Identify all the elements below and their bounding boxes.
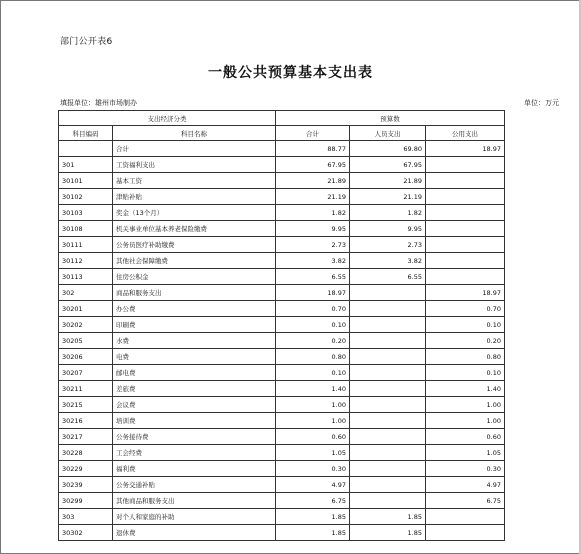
row-staff: 69.80 xyxy=(350,141,426,157)
row-code: 30215 xyxy=(59,397,113,413)
row-public: 18.97 xyxy=(426,141,505,157)
row-name: 其他商品和服务支出 xyxy=(113,493,276,509)
row-total: 88.77 xyxy=(276,141,350,157)
row-staff: 21.19 xyxy=(350,189,426,205)
row-total: 0.70 xyxy=(276,301,350,317)
table-row xyxy=(59,413,505,429)
row-total: 0.10 xyxy=(276,365,350,381)
header-public: 公用支出 xyxy=(426,126,505,141)
row-total: 2.73 xyxy=(276,237,350,253)
row-code: 30228 xyxy=(59,445,113,461)
row-code: 30101 xyxy=(59,173,113,189)
row-public: 1.40 xyxy=(426,381,505,397)
row-code: 30113 xyxy=(59,269,113,285)
row-name: 公务接待费 xyxy=(113,429,276,445)
table-row xyxy=(59,253,505,269)
table-row xyxy=(59,285,505,301)
row-total: 6.75 xyxy=(276,493,350,509)
row-name: 其他社会保障缴费 xyxy=(113,253,276,269)
table-row xyxy=(59,445,505,461)
row-public xyxy=(426,253,505,269)
row-public: 6.75 xyxy=(426,493,505,509)
row-public xyxy=(426,221,505,237)
table-row xyxy=(59,141,505,157)
row-code: 301 xyxy=(59,157,113,173)
row-staff xyxy=(350,397,426,413)
row-public xyxy=(426,525,505,541)
table-row xyxy=(59,461,505,477)
row-name: 机关事业单位基本养老保险缴费 xyxy=(113,221,276,237)
table-row xyxy=(59,317,505,333)
table-row xyxy=(59,205,505,221)
row-total: 0.30 xyxy=(276,461,350,477)
table-row xyxy=(59,301,505,317)
row-name: 公务交通补贴 xyxy=(113,477,276,493)
currency-unit: 单位：万元 xyxy=(524,99,559,107)
row-total: 18.97 xyxy=(276,285,350,301)
page-title: 一般公共预算基本支出表 xyxy=(208,65,373,81)
row-name: 津贴补贴 xyxy=(113,189,276,205)
row-name: 奖金（13个月） xyxy=(113,205,276,221)
row-public: 18.97 xyxy=(426,285,505,301)
row-code: 30207 xyxy=(59,365,113,381)
row-total: 1.82 xyxy=(276,205,350,221)
table-row xyxy=(59,365,505,381)
table-row xyxy=(59,221,505,237)
row-code: 30205 xyxy=(59,333,113,349)
table-body xyxy=(59,141,505,541)
row-public: 1.00 xyxy=(426,413,505,429)
table-row xyxy=(59,397,505,413)
page-label: 部门公开表6 xyxy=(60,37,113,47)
row-code: 30211 xyxy=(59,381,113,397)
row-total: 6.55 xyxy=(276,269,350,285)
row-public xyxy=(426,205,505,221)
row-code: 30202 xyxy=(59,317,113,333)
row-public: 0.10 xyxy=(426,365,505,381)
row-total: 1.85 xyxy=(276,525,350,541)
row-code: 30206 xyxy=(59,349,113,365)
row-code: 30299 xyxy=(59,493,113,509)
row-staff xyxy=(350,381,426,397)
row-public: 0.20 xyxy=(426,333,505,349)
header-code: 科目编码 xyxy=(59,126,113,141)
row-code: 30216 xyxy=(59,413,113,429)
row-staff xyxy=(350,413,426,429)
row-public xyxy=(426,509,505,525)
row-public: 1.05 xyxy=(426,445,505,461)
row-code: 30302 xyxy=(59,525,113,541)
header-economic-classification: 支出经济分类 xyxy=(59,111,276,126)
row-code: 302 xyxy=(59,285,113,301)
table-row xyxy=(59,157,505,173)
row-public: 0.10 xyxy=(426,317,505,333)
row-name: 对个人和家庭的补助 xyxy=(113,509,276,525)
row-code xyxy=(59,141,113,157)
header-row-columns xyxy=(59,126,505,141)
row-public: 0.30 xyxy=(426,461,505,477)
row-total: 21.19 xyxy=(276,189,350,205)
row-total: 4.97 xyxy=(276,477,350,493)
row-staff xyxy=(350,493,426,509)
row-total: 21.89 xyxy=(276,173,350,189)
table-row xyxy=(59,525,505,541)
row-name: 基本工资 xyxy=(113,173,276,189)
row-code: 30112 xyxy=(59,253,113,269)
table-row xyxy=(59,429,505,445)
row-total: 1.85 xyxy=(276,509,350,525)
row-total: 1.00 xyxy=(276,397,350,413)
row-code: 30102 xyxy=(59,189,113,205)
filing-unit: 填报单位：雄州市场制办 xyxy=(60,99,137,107)
row-name: 电费 xyxy=(113,349,276,365)
row-public: 1.00 xyxy=(426,397,505,413)
table-row xyxy=(59,269,505,285)
row-staff: 21.89 xyxy=(350,173,426,189)
header-name: 科目名称 xyxy=(113,126,276,141)
row-total: 67.95 xyxy=(276,157,350,173)
row-name: 工会经费 xyxy=(113,445,276,461)
row-code: 30103 xyxy=(59,205,113,221)
row-staff: 3.82 xyxy=(350,253,426,269)
row-name: 办公费 xyxy=(113,301,276,317)
row-name: 公务员医疗补助缴费 xyxy=(113,237,276,253)
table-row xyxy=(59,477,505,493)
row-total: 0.10 xyxy=(276,317,350,333)
row-public: 0.60 xyxy=(426,429,505,445)
row-name: 印刷费 xyxy=(113,317,276,333)
row-public: 0.80 xyxy=(426,349,505,365)
row-staff: 2.73 xyxy=(350,237,426,253)
row-total: 1.05 xyxy=(276,445,350,461)
row-staff xyxy=(350,285,426,301)
table-row xyxy=(59,189,505,205)
row-staff: 6.55 xyxy=(350,269,426,285)
row-public xyxy=(426,269,505,285)
row-code: 30111 xyxy=(59,237,113,253)
row-staff: 9.95 xyxy=(350,221,426,237)
row-total: 0.20 xyxy=(276,333,350,349)
row-code: 30108 xyxy=(59,221,113,237)
table-row xyxy=(59,509,505,525)
budget-table xyxy=(58,110,505,541)
row-name: 培训费 xyxy=(113,413,276,429)
row-staff: 1.85 xyxy=(350,509,426,525)
row-code: 303 xyxy=(59,509,113,525)
row-public xyxy=(426,189,505,205)
header-budget-amount: 预算数 xyxy=(276,111,505,126)
row-name: 福利费 xyxy=(113,461,276,477)
row-staff xyxy=(350,349,426,365)
header-row-group xyxy=(59,111,505,126)
table-row xyxy=(59,173,505,189)
row-code: 30239 xyxy=(59,477,113,493)
row-name: 差旅费 xyxy=(113,381,276,397)
row-name: 邮电费 xyxy=(113,365,276,381)
row-staff xyxy=(350,429,426,445)
header-staff: 人员支出 xyxy=(350,126,426,141)
row-staff xyxy=(350,365,426,381)
row-staff: 1.85 xyxy=(350,525,426,541)
table-row xyxy=(59,333,505,349)
row-code: 30229 xyxy=(59,461,113,477)
row-staff xyxy=(350,445,426,461)
row-total: 0.80 xyxy=(276,349,350,365)
row-staff xyxy=(350,461,426,477)
row-total: 0.60 xyxy=(276,429,350,445)
row-total: 9.95 xyxy=(276,221,350,237)
row-name: 水费 xyxy=(113,333,276,349)
row-public: 0.70 xyxy=(426,301,505,317)
row-name: 退休费 xyxy=(113,525,276,541)
row-staff xyxy=(350,477,426,493)
row-code: 30217 xyxy=(59,429,113,445)
row-name: 合计 xyxy=(113,141,276,157)
row-staff xyxy=(350,333,426,349)
row-total: 1.00 xyxy=(276,413,350,429)
row-staff: 1.82 xyxy=(350,205,426,221)
row-staff xyxy=(350,301,426,317)
table-row xyxy=(59,381,505,397)
row-public xyxy=(426,237,505,253)
row-total: 1.40 xyxy=(276,381,350,397)
header-total: 合计 xyxy=(276,126,350,141)
table-row xyxy=(59,237,505,253)
row-staff: 67.95 xyxy=(350,157,426,173)
row-total: 3.82 xyxy=(276,253,350,269)
row-public xyxy=(426,173,505,189)
row-name: 会议费 xyxy=(113,397,276,413)
table-row xyxy=(59,349,505,365)
row-staff xyxy=(350,317,426,333)
row-name: 住房公积金 xyxy=(113,269,276,285)
row-name: 商品和服务支出 xyxy=(113,285,276,301)
row-public: 4.97 xyxy=(426,477,505,493)
row-code: 30201 xyxy=(59,301,113,317)
table-row xyxy=(59,493,505,509)
row-public xyxy=(426,157,505,173)
row-name: 工资福利支出 xyxy=(113,157,276,173)
